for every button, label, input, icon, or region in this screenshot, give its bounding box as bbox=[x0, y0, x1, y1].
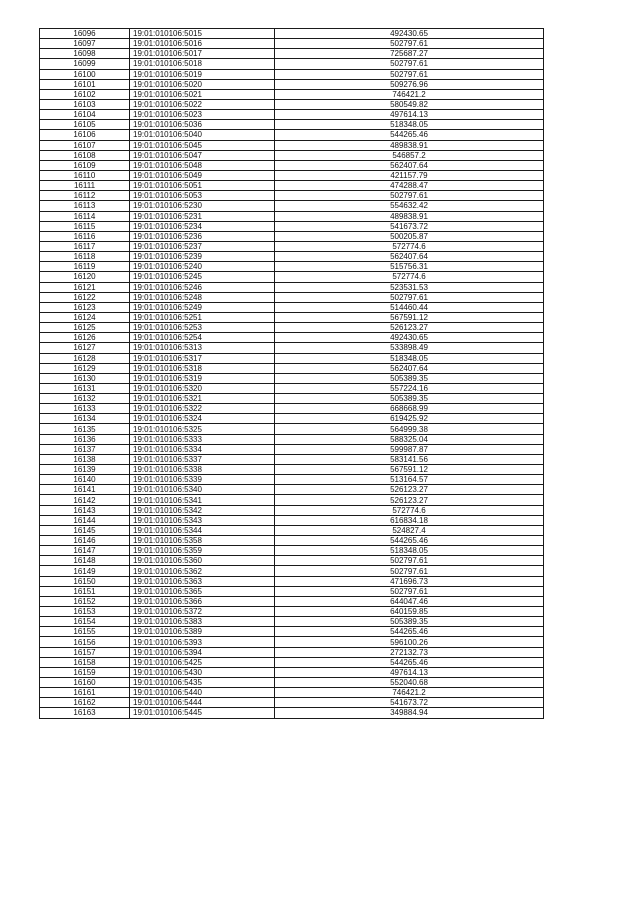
table-row bbox=[40, 262, 544, 272]
table-row bbox=[40, 637, 544, 647]
cadastral-value-cell: 502797.61 bbox=[275, 292, 544, 302]
cadastral-number-cell: 19:01:010106:5339 bbox=[130, 475, 275, 485]
cadastral-value-cell: 489838.91 bbox=[275, 211, 544, 221]
table-row bbox=[40, 353, 544, 363]
table-row bbox=[40, 394, 544, 404]
cadastral-value-cell: 272132.73 bbox=[275, 647, 544, 657]
table-row bbox=[40, 536, 544, 546]
cadastral-value-cell: 544265.46 bbox=[275, 627, 544, 637]
cadastral-number-cell: 19:01:010106:5253 bbox=[130, 323, 275, 333]
table-row bbox=[40, 444, 544, 454]
cadastral-number-cell: 19:01:010106:5023 bbox=[130, 110, 275, 120]
cadastral-number-cell: 19:01:010106:5341 bbox=[130, 495, 275, 505]
row-number-cell: 16156 bbox=[40, 637, 130, 647]
table-row bbox=[40, 252, 544, 262]
cadastral-number-cell: 19:01:010106:5333 bbox=[130, 434, 275, 444]
cadastral-number-cell: 19:01:010106:5313 bbox=[130, 343, 275, 353]
cadastral-number-cell: 19:01:010106:5231 bbox=[130, 211, 275, 221]
row-number-cell: 16117 bbox=[40, 241, 130, 251]
cadastral-value-cell: 596100.26 bbox=[275, 637, 544, 647]
cadastral-value-cell: 640159.85 bbox=[275, 607, 544, 617]
cadastral-value-cell: 526123.27 bbox=[275, 485, 544, 495]
row-number-cell: 16120 bbox=[40, 272, 130, 282]
table-row bbox=[40, 495, 544, 505]
table-row bbox=[40, 140, 544, 150]
cadastral-value-cell: 562407.64 bbox=[275, 252, 544, 262]
cadastral-number-cell: 19:01:010106:5048 bbox=[130, 160, 275, 170]
table-row bbox=[40, 627, 544, 637]
cadastral-number-cell: 19:01:010106:5245 bbox=[130, 272, 275, 282]
row-number-cell: 16133 bbox=[40, 404, 130, 414]
cadastral-value-cell: 552040.68 bbox=[275, 678, 544, 688]
table-row bbox=[40, 282, 544, 292]
cadastral-number-cell: 19:01:010106:5234 bbox=[130, 221, 275, 231]
row-number-cell: 16113 bbox=[40, 201, 130, 211]
cadastral-number-cell: 19:01:010106:5239 bbox=[130, 252, 275, 262]
cadastral-value-cell: 644047.46 bbox=[275, 596, 544, 606]
cadastral-value-cell: 533898.49 bbox=[275, 343, 544, 353]
cadastral-value-cell: 489838.91 bbox=[275, 140, 544, 150]
cadastral-value-cell: 526123.27 bbox=[275, 495, 544, 505]
row-number-cell: 16141 bbox=[40, 485, 130, 495]
cadastral-value-table bbox=[39, 28, 544, 719]
row-number-cell: 16131 bbox=[40, 383, 130, 393]
row-number-cell: 16134 bbox=[40, 414, 130, 424]
table-row bbox=[40, 596, 544, 606]
cadastral-value-cell: 518348.05 bbox=[275, 546, 544, 556]
cadastral-value-cell: 567591.12 bbox=[275, 312, 544, 322]
table-row bbox=[40, 424, 544, 434]
table-row bbox=[40, 617, 544, 627]
row-number-cell: 16155 bbox=[40, 627, 130, 637]
row-number-cell: 16122 bbox=[40, 292, 130, 302]
table-row bbox=[40, 69, 544, 79]
table-row bbox=[40, 657, 544, 667]
row-number-cell: 16112 bbox=[40, 191, 130, 201]
cadastral-number-cell: 19:01:010106:5322 bbox=[130, 404, 275, 414]
cadastral-value-cell: 562407.64 bbox=[275, 363, 544, 373]
cadastral-value-cell: 544265.46 bbox=[275, 130, 544, 140]
cadastral-number-cell: 19:01:010106:5249 bbox=[130, 302, 275, 312]
cadastral-number-cell: 19:01:010106:5343 bbox=[130, 515, 275, 525]
row-number-cell: 16118 bbox=[40, 252, 130, 262]
cadastral-value-cell: 567591.12 bbox=[275, 465, 544, 475]
row-number-cell: 16139 bbox=[40, 465, 130, 475]
row-number-cell: 16128 bbox=[40, 353, 130, 363]
cadastral-number-cell: 19:01:010106:5230 bbox=[130, 201, 275, 211]
cadastral-number-cell: 19:01:010106:5021 bbox=[130, 89, 275, 99]
cadastral-number-cell: 19:01:010106:5319 bbox=[130, 373, 275, 383]
cadastral-value-cell: 562407.64 bbox=[275, 160, 544, 170]
cadastral-value-cell: 599987.87 bbox=[275, 444, 544, 454]
cadastral-number-cell: 19:01:010106:5036 bbox=[130, 120, 275, 130]
row-number-cell: 16157 bbox=[40, 647, 130, 657]
table-row bbox=[40, 191, 544, 201]
cadastral-value-cell: 746421.2 bbox=[275, 688, 544, 698]
cadastral-value-cell: 515756.31 bbox=[275, 262, 544, 272]
row-number-cell: 16145 bbox=[40, 525, 130, 535]
table-row bbox=[40, 688, 544, 698]
cadastral-number-cell: 19:01:010106:5366 bbox=[130, 596, 275, 606]
table-row bbox=[40, 39, 544, 49]
table-row bbox=[40, 363, 544, 373]
cadastral-number-cell: 19:01:010106:5363 bbox=[130, 576, 275, 586]
cadastral-value-cell: 502797.61 bbox=[275, 586, 544, 596]
cadastral-value-cell: 505389.35 bbox=[275, 617, 544, 627]
cadastral-value-cell: 588325.04 bbox=[275, 434, 544, 444]
table-row bbox=[40, 160, 544, 170]
cadastral-number-cell: 19:01:010106:5359 bbox=[130, 546, 275, 556]
row-number-cell: 16135 bbox=[40, 424, 130, 434]
table-row bbox=[40, 414, 544, 424]
table-row bbox=[40, 708, 544, 718]
row-number-cell: 16140 bbox=[40, 475, 130, 485]
cadastral-value-cell: 746421.2 bbox=[275, 89, 544, 99]
cadastral-number-cell: 19:01:010106:5440 bbox=[130, 688, 275, 698]
table-row bbox=[40, 485, 544, 495]
row-number-cell: 16104 bbox=[40, 110, 130, 120]
cadastral-value-cell: 546857.2 bbox=[275, 150, 544, 160]
cadastral-number-cell: 19:01:010106:5360 bbox=[130, 556, 275, 566]
row-number-cell: 16163 bbox=[40, 708, 130, 718]
cadastral-value-cell: 572774.6 bbox=[275, 505, 544, 515]
cadastral-number-cell: 19:01:010106:5365 bbox=[130, 586, 275, 596]
row-number-cell: 16101 bbox=[40, 79, 130, 89]
row-number-cell: 16114 bbox=[40, 211, 130, 221]
table-row bbox=[40, 292, 544, 302]
row-number-cell: 16124 bbox=[40, 312, 130, 322]
cadastral-value-cell: 518348.05 bbox=[275, 120, 544, 130]
cadastral-value-cell: 518348.05 bbox=[275, 353, 544, 363]
cadastral-number-cell: 19:01:010106:5251 bbox=[130, 312, 275, 322]
row-number-cell: 16147 bbox=[40, 546, 130, 556]
cadastral-value-cell: 421157.79 bbox=[275, 170, 544, 180]
table-row bbox=[40, 231, 544, 241]
table-row bbox=[40, 272, 544, 282]
row-number-cell: 16160 bbox=[40, 678, 130, 688]
cadastral-value-cell: 502797.61 bbox=[275, 69, 544, 79]
cadastral-value-cell: 471696.73 bbox=[275, 576, 544, 586]
cadastral-number-cell: 19:01:010106:5045 bbox=[130, 140, 275, 150]
row-number-cell: 16151 bbox=[40, 586, 130, 596]
cadastral-value-cell: 500205.87 bbox=[275, 231, 544, 241]
cadastral-value-cell: 725687.27 bbox=[275, 49, 544, 59]
cadastral-number-cell: 19:01:010106:5425 bbox=[130, 657, 275, 667]
cadastral-number-cell: 19:01:010106:5338 bbox=[130, 465, 275, 475]
cadastral-number-cell: 19:01:010106:5318 bbox=[130, 363, 275, 373]
cadastral-number-cell: 19:01:010106:5444 bbox=[130, 698, 275, 708]
table-row bbox=[40, 454, 544, 464]
cadastral-number-cell: 19:01:010106:5022 bbox=[130, 99, 275, 109]
row-number-cell: 16132 bbox=[40, 394, 130, 404]
table-row bbox=[40, 89, 544, 99]
cadastral-number-cell: 19:01:010106:5325 bbox=[130, 424, 275, 434]
cadastral-number-cell: 19:01:010106:5237 bbox=[130, 241, 275, 251]
row-number-cell: 16116 bbox=[40, 231, 130, 241]
table-row bbox=[40, 49, 544, 59]
cadastral-value-cell: 513164.57 bbox=[275, 475, 544, 485]
cadastral-number-cell: 19:01:010106:5340 bbox=[130, 485, 275, 495]
cadastral-number-cell: 19:01:010106:5051 bbox=[130, 181, 275, 191]
row-number-cell: 16130 bbox=[40, 373, 130, 383]
table-row bbox=[40, 333, 544, 343]
cadastral-number-cell: 19:01:010106:5337 bbox=[130, 454, 275, 464]
row-number-cell: 16153 bbox=[40, 607, 130, 617]
cadastral-value-cell: 523531.53 bbox=[275, 282, 544, 292]
row-number-cell: 16107 bbox=[40, 140, 130, 150]
table-row bbox=[40, 525, 544, 535]
cadastral-value-cell: 619425.92 bbox=[275, 414, 544, 424]
cadastral-value-cell: 544265.46 bbox=[275, 657, 544, 667]
row-number-cell: 16121 bbox=[40, 282, 130, 292]
row-number-cell: 16146 bbox=[40, 536, 130, 546]
table-row bbox=[40, 323, 544, 333]
cadastral-number-cell: 19:01:010106:5435 bbox=[130, 678, 275, 688]
cadastral-value-cell: 514460.44 bbox=[275, 302, 544, 312]
row-number-cell: 16125 bbox=[40, 323, 130, 333]
row-number-cell: 16098 bbox=[40, 49, 130, 59]
table-row bbox=[40, 515, 544, 525]
row-number-cell: 16152 bbox=[40, 596, 130, 606]
row-number-cell: 16159 bbox=[40, 667, 130, 677]
cadastral-number-cell: 19:01:010106:5445 bbox=[130, 708, 275, 718]
cadastral-number-cell: 19:01:010106:5317 bbox=[130, 353, 275, 363]
table-row bbox=[40, 465, 544, 475]
table-row bbox=[40, 647, 544, 657]
row-number-cell: 16100 bbox=[40, 69, 130, 79]
cadastral-value-cell: 349884.94 bbox=[275, 708, 544, 718]
row-number-cell: 16144 bbox=[40, 515, 130, 525]
row-number-cell: 16126 bbox=[40, 333, 130, 343]
cadastral-value-cell: 524827.4 bbox=[275, 525, 544, 535]
row-number-cell: 16143 bbox=[40, 505, 130, 515]
table-row bbox=[40, 505, 544, 515]
row-number-cell: 16148 bbox=[40, 556, 130, 566]
cadastral-number-cell: 19:01:010106:5254 bbox=[130, 333, 275, 343]
cadastral-value-cell: 497614.13 bbox=[275, 110, 544, 120]
table-row bbox=[40, 29, 544, 39]
cadastral-number-cell: 19:01:010106:5246 bbox=[130, 282, 275, 292]
cadastral-number-cell: 19:01:010106:5342 bbox=[130, 505, 275, 515]
cadastral-value-cell: 509276.96 bbox=[275, 79, 544, 89]
row-number-cell: 16109 bbox=[40, 160, 130, 170]
cadastral-value-cell: 505389.35 bbox=[275, 394, 544, 404]
row-number-cell: 16096 bbox=[40, 29, 130, 39]
table-row bbox=[40, 576, 544, 586]
cadastral-number-cell: 19:01:010106:5320 bbox=[130, 383, 275, 393]
row-number-cell: 16149 bbox=[40, 566, 130, 576]
table-row bbox=[40, 120, 544, 130]
cadastral-value-cell: 541673.72 bbox=[275, 698, 544, 708]
table-row bbox=[40, 566, 544, 576]
row-number-cell: 16106 bbox=[40, 130, 130, 140]
cadastral-value-cell: 526123.27 bbox=[275, 323, 544, 333]
cadastral-value-cell: 557224.16 bbox=[275, 383, 544, 393]
cadastral-number-cell: 19:01:010106:5389 bbox=[130, 627, 275, 637]
cadastral-value-cell: 616834.18 bbox=[275, 515, 544, 525]
table-row bbox=[40, 99, 544, 109]
cadastral-number-cell: 19:01:010106:5015 bbox=[130, 29, 275, 39]
cadastral-number-cell: 19:01:010106:5394 bbox=[130, 647, 275, 657]
table-row bbox=[40, 302, 544, 312]
table-row bbox=[40, 667, 544, 677]
table-row bbox=[40, 312, 544, 322]
cadastral-value-cell: 502797.61 bbox=[275, 39, 544, 49]
cadastral-number-cell: 19:01:010106:5053 bbox=[130, 191, 275, 201]
cadastral-value-cell: 492430.65 bbox=[275, 29, 544, 39]
cadastral-value-cell: 497614.13 bbox=[275, 667, 544, 677]
table-row bbox=[40, 221, 544, 231]
table-row bbox=[40, 556, 544, 566]
cadastral-number-cell: 19:01:010106:5362 bbox=[130, 566, 275, 576]
table-row bbox=[40, 79, 544, 89]
cadastral-value-cell: 544265.46 bbox=[275, 536, 544, 546]
row-number-cell: 16097 bbox=[40, 39, 130, 49]
cadastral-number-cell: 19:01:010106:5383 bbox=[130, 617, 275, 627]
row-number-cell: 16119 bbox=[40, 262, 130, 272]
cadastral-value-cell: 505389.35 bbox=[275, 373, 544, 383]
row-number-cell: 16103 bbox=[40, 99, 130, 109]
row-number-cell: 16123 bbox=[40, 302, 130, 312]
table-row bbox=[40, 59, 544, 69]
cadastral-number-cell: 19:01:010106:5019 bbox=[130, 69, 275, 79]
cadastral-value-cell: 502797.61 bbox=[275, 191, 544, 201]
row-number-cell: 16161 bbox=[40, 688, 130, 698]
row-number-cell: 16105 bbox=[40, 120, 130, 130]
cadastral-number-cell: 19:01:010106:5344 bbox=[130, 525, 275, 535]
cadastral-value-cell: 492430.65 bbox=[275, 333, 544, 343]
row-number-cell: 16158 bbox=[40, 657, 130, 667]
cadastral-value-cell: 668668.99 bbox=[275, 404, 544, 414]
cadastral-number-cell: 19:01:010106:5334 bbox=[130, 444, 275, 454]
row-number-cell: 16136 bbox=[40, 434, 130, 444]
table-row bbox=[40, 607, 544, 617]
row-number-cell: 16111 bbox=[40, 181, 130, 191]
cadastral-number-cell: 19:01:010106:5047 bbox=[130, 150, 275, 160]
cadastral-value-cell: 580549.82 bbox=[275, 99, 544, 109]
table-row bbox=[40, 475, 544, 485]
table-row bbox=[40, 404, 544, 414]
table-row bbox=[40, 150, 544, 160]
cadastral-number-cell: 19:01:010106:5236 bbox=[130, 231, 275, 241]
cadastral-number-cell: 19:01:010106:5020 bbox=[130, 79, 275, 89]
cadastral-value-cell: 572774.6 bbox=[275, 241, 544, 251]
cadastral-number-cell: 19:01:010106:5358 bbox=[130, 536, 275, 546]
cadastral-number-cell: 19:01:010106:5049 bbox=[130, 170, 275, 180]
row-number-cell: 16115 bbox=[40, 221, 130, 231]
cadastral-value-cell: 474288.47 bbox=[275, 181, 544, 191]
row-number-cell: 16099 bbox=[40, 59, 130, 69]
cadastral-value-cell: 541673.72 bbox=[275, 221, 544, 231]
cadastral-number-cell: 19:01:010106:5372 bbox=[130, 607, 275, 617]
table-row bbox=[40, 241, 544, 251]
cadastral-number-cell: 19:01:010106:5017 bbox=[130, 49, 275, 59]
table-row bbox=[40, 343, 544, 353]
cadastral-value-cell: 502797.61 bbox=[275, 59, 544, 69]
cadastral-value-cell: 583141.56 bbox=[275, 454, 544, 464]
cadastral-number-cell: 19:01:010106:5018 bbox=[130, 59, 275, 69]
table-row bbox=[40, 130, 544, 140]
cadastral-number-cell: 19:01:010106:5393 bbox=[130, 637, 275, 647]
cadastral-number-cell: 19:01:010106:5248 bbox=[130, 292, 275, 302]
row-number-cell: 16108 bbox=[40, 150, 130, 160]
table-row bbox=[40, 698, 544, 708]
cadastral-value-cell: 554632.42 bbox=[275, 201, 544, 211]
row-number-cell: 16154 bbox=[40, 617, 130, 627]
table-row bbox=[40, 181, 544, 191]
table-row bbox=[40, 434, 544, 444]
row-number-cell: 16150 bbox=[40, 576, 130, 586]
row-number-cell: 16102 bbox=[40, 89, 130, 99]
row-number-cell: 16110 bbox=[40, 170, 130, 180]
table-body bbox=[40, 29, 544, 719]
row-number-cell: 16129 bbox=[40, 363, 130, 373]
row-number-cell: 16138 bbox=[40, 454, 130, 464]
cadastral-number-cell: 19:01:010106:5016 bbox=[130, 39, 275, 49]
cadastral-value-cell: 564999.38 bbox=[275, 424, 544, 434]
table-row bbox=[40, 383, 544, 393]
row-number-cell: 16127 bbox=[40, 343, 130, 353]
cadastral-number-cell: 19:01:010106:5321 bbox=[130, 394, 275, 404]
table-row bbox=[40, 373, 544, 383]
cadastral-value-cell: 502797.61 bbox=[275, 566, 544, 576]
cadastral-number-cell: 19:01:010106:5324 bbox=[130, 414, 275, 424]
table-row bbox=[40, 678, 544, 688]
table-row bbox=[40, 170, 544, 180]
table-row bbox=[40, 110, 544, 120]
table-row bbox=[40, 586, 544, 596]
row-number-cell: 16142 bbox=[40, 495, 130, 505]
cadastral-number-cell: 19:01:010106:5430 bbox=[130, 667, 275, 677]
row-number-cell: 16137 bbox=[40, 444, 130, 454]
cadastral-number-cell: 19:01:010106:5040 bbox=[130, 130, 275, 140]
cadastral-number-cell: 19:01:010106:5240 bbox=[130, 262, 275, 272]
row-number-cell: 16162 bbox=[40, 698, 130, 708]
table-row bbox=[40, 546, 544, 556]
table-row bbox=[40, 211, 544, 221]
cadastral-value-cell: 572774.6 bbox=[275, 272, 544, 282]
table-row bbox=[40, 201, 544, 211]
cadastral-value-cell: 502797.61 bbox=[275, 556, 544, 566]
